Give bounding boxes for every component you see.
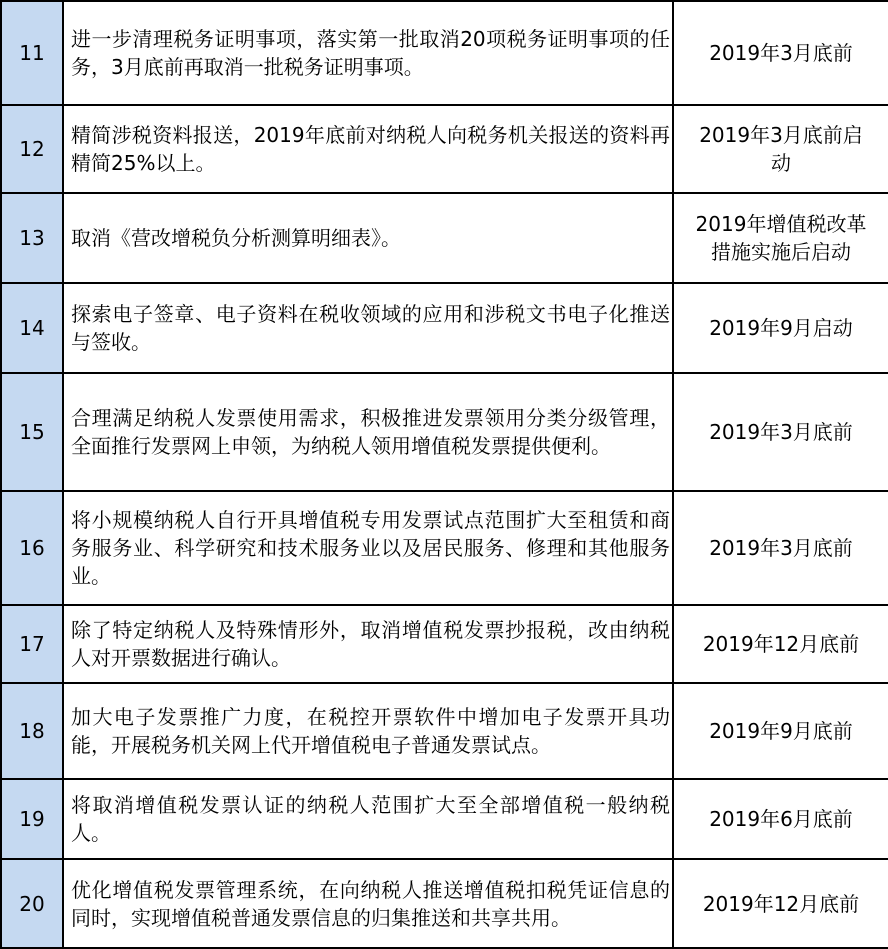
row-number: 20	[1, 859, 63, 948]
row-number: 16	[1, 491, 63, 605]
measure-text: 加大电子发票推广力度，在税控开票软件中增加电子发票开具功能，开展税务机关网上代开增值税电子普通发票试点。	[63, 683, 673, 779]
table-row	[1, 779, 888, 859]
measure-text: 取消《营改增税负分析测算明细表》。	[63, 193, 673, 283]
row-number: 13	[1, 193, 63, 283]
row-number: 14	[1, 283, 63, 373]
table-row	[1, 683, 888, 779]
measure-text: 探索电子签章、电子资料在税收领域的应用和涉税文书电子化推送与签收。	[63, 283, 673, 373]
deadline-text: 2019年12月底前	[673, 859, 888, 948]
table-row	[1, 105, 888, 193]
measure-text: 优化增值税发票管理系统，在向纳税人推送增值税扣税凭证信息的同时，实现增值税普通发票信息的归集推送和共享共用。	[63, 859, 673, 948]
deadline-text: 2019年12月底前	[673, 605, 888, 683]
table-row	[1, 373, 888, 491]
row-number: 19	[1, 779, 63, 859]
table-row	[1, 1, 888, 105]
table-row	[1, 605, 888, 683]
table-row	[1, 859, 888, 948]
row-number: 17	[1, 605, 63, 683]
measure-text: 将取消增值税发票认证的纳税人范围扩大至全部增值税一般纳税人。	[63, 779, 673, 859]
measure-text: 精简涉税资料报送，2019年底前对纳税人向税务机关报送的资料再精简25%以上。	[63, 105, 673, 193]
table-row	[1, 193, 888, 283]
measure-text: 合理满足纳税人发票使用需求，积极推进发票领用分类分级管理，全面推行发票网上申领，为纳税人领用增值税发票提供便利。	[63, 373, 673, 491]
deadline-text: 2019年3月底前	[673, 373, 888, 491]
deadline-text: 2019年9月底前	[673, 683, 888, 779]
measure-text: 将小规模纳税人自行开具增值税专用发票试点范围扩大至租赁和商务服务业、科学研究和技术服务业以及居民服务、修理和其他服务业。	[63, 491, 673, 605]
table-row	[1, 491, 888, 605]
row-number: 11	[1, 1, 63, 105]
deadline-wrap: 2019年增值税改革措施实施后启动	[695, 212, 867, 264]
deadline-text: 2019年3月底前	[673, 1, 888, 105]
table-row	[1, 283, 888, 373]
row-number: 12	[1, 105, 63, 193]
deadline-text: 2019年9月启动	[673, 283, 888, 373]
row-number: 15	[1, 373, 63, 491]
measure-text: 进一步清理税务证明事项，落实第一批取消20项税务证明事项的任务，3月底前再取消一批税务证明事项。	[63, 1, 673, 105]
deadline-text	[673, 193, 888, 283]
deadline-wrap: 2019年3月底前启动	[699, 123, 863, 175]
row-number: 18	[1, 683, 63, 779]
deadline-text: 2019年6月底前	[673, 779, 888, 859]
deadline-text	[673, 105, 888, 193]
deadline-text: 2019年3月底前	[673, 491, 888, 605]
measure-text: 除了特定纳税人及特殊情形外，取消增值税发票抄报税，改由纳税人对开票数据进行确认。	[63, 605, 673, 683]
